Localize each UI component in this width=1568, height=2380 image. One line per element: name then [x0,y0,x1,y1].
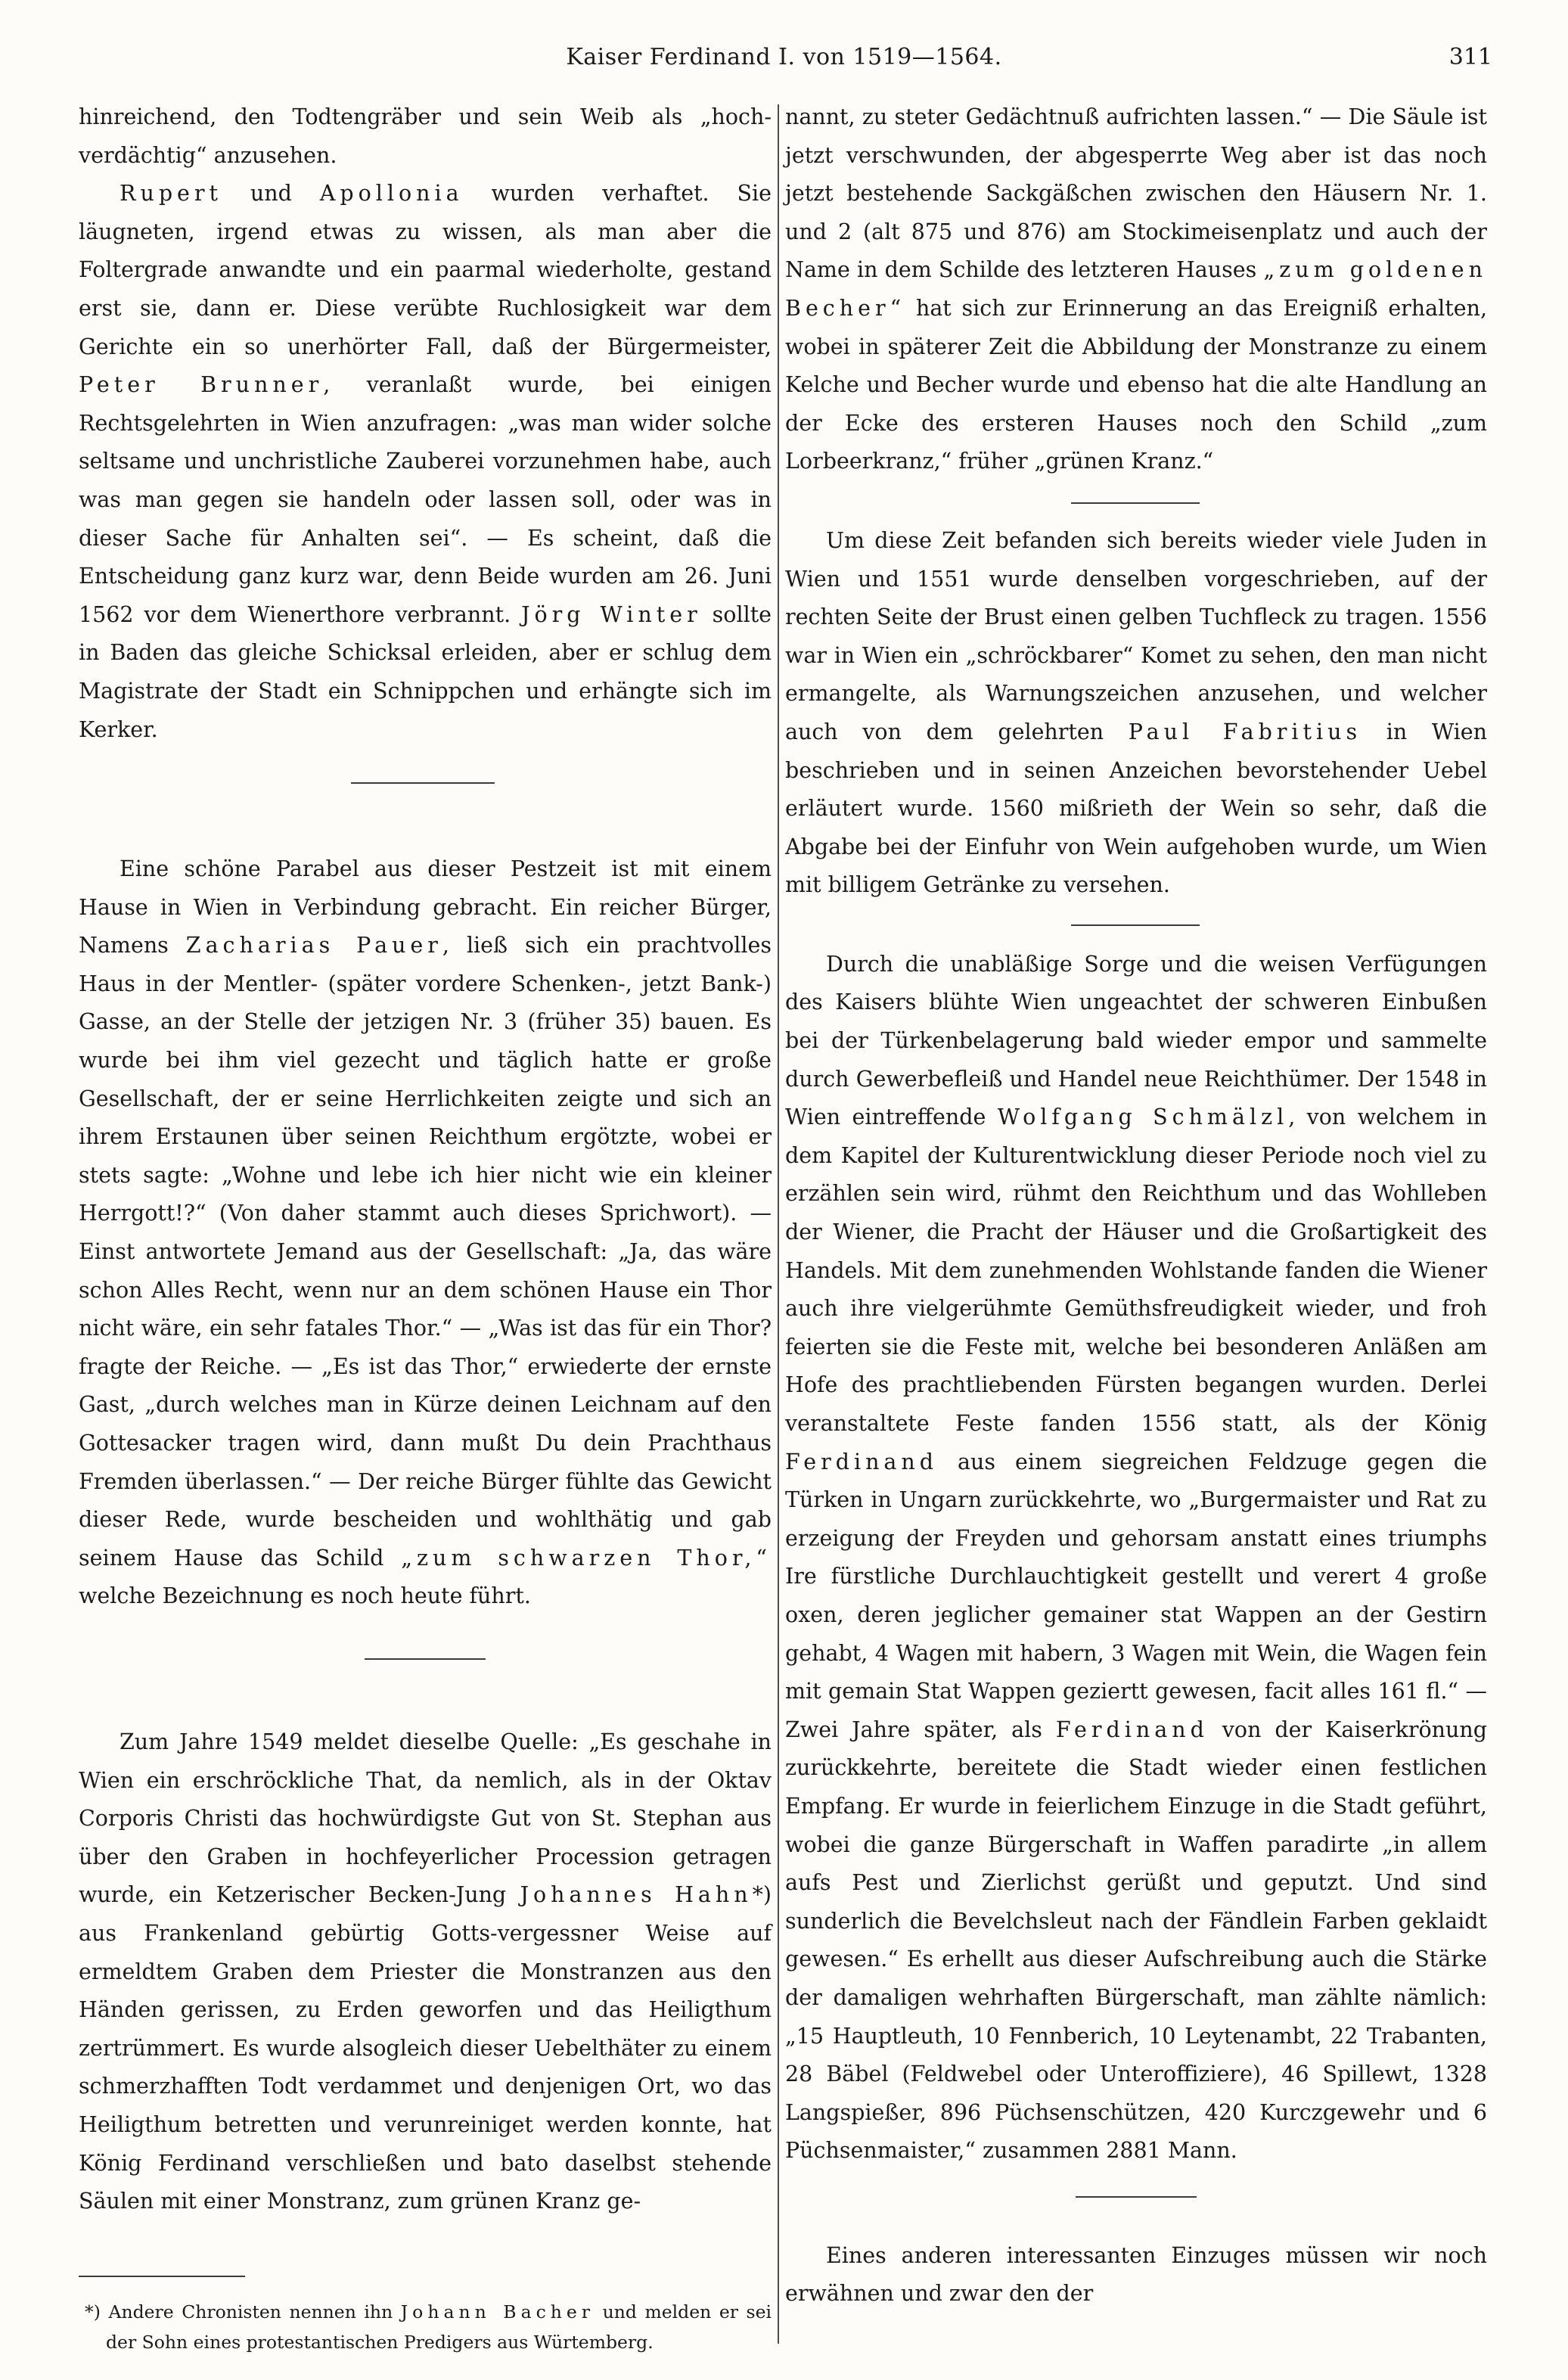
section-divider [351,782,495,784]
footnote [79,2297,772,2357]
person-name: Paul Fabritius [1128,719,1362,744]
text-run: *) Andere Chronisten nennen ihn [85,2301,401,2323]
person-name: Peter Brunner [79,372,324,398]
paragraph [79,1723,772,2221]
text-run: wurden verhaftet. Sie läugneten, irgend etwas zu wissen, als man aber die Foltergrade anwandte und ein paarmal wiederholte, gestand erst sie, dann er. Diese verübte Ruchlosigkeit war dem Gerichte ein so unerhörter Fall, daß der Bürgermeister, [79,181,772,359]
person-name: Johann Bacher [400,2301,595,2323]
column-rule [778,104,779,2344]
text-run: von der Kaiserkrönung zurückkehrte, bereitete die Stadt wieder einen festlichen Empfang. Er wurde in feierlichem Einzuge in die Stadt geführt, wobei die ganze Bürgerschaft in Waffen paradirte „in allem aufs Pest und Zierlichst gerüßt und geputzt. Und sind sunderlich die Bevelchsleut nach der Fändlein Farben geklaidt gewesen.“ Es erhellt aus dieser Aufschreibung auch die Stärke der damaligen wehrhaften Bürgerschaft, man zählte nämlich: „15 Hauptleuth, 10 Fennberich, 10 Leytenambt, 22 Trabanten, 28 Bäbel (Feldwebel oder Unteroffiziere), 46 Spillewt, 1328 Langspießer, 896 Püchsenschützen, 420 Kurczgewehr und 6 Püchsenmaister,“ zusammen 2881 Mann. [785,1717,1487,2164]
text-run: aus einem siegreichen Feldzuge gegen die Türken in Ungarn zurückkehrte, wo „Burgermaister und Rat zu erzeigung der Freyden und gehorsam anstatt eines triumphs Ire fürstliche Durchlauchtigkeit gestellt und verert 4 große oxen, deren jeglicher gemainer stat Wappen an der Gestirn gehabt, 4 Wagen mit habern, 3 Wagen mit Wein, die Wagen fein mit gemain Stat Wappen geziertt gewesen, facit alles 161 fl.“ — Zwei Jahre später, als [785,1449,1487,1742]
paragraph [785,946,1487,2170]
running-title: Kaiser Ferdinand I. von 1519—1564. [566,44,1002,70]
person-name: Ferdinand [1055,1717,1209,1742]
text-run: , ließ sich ein prachtvolles Haus in der Mentler- (später vordere Schenken-, jetzt Bank-) Gasse, an der Stelle der jetzigen Nr. 3 (früher 35) bauen. Es wurde bei ihm viel gezecht und täglich hatte er große Gesellschaft, der er seine Herrlichkeiten zeigte und sich an ihrem Erstaunen über seinen Reichthum ergötzte, wobei er stets sagte: „Wohne und lebe ich hier nicht wie ein kleiner Herrgott!?“ (Von daher stammt auch dieses Sprichwort). — Einst antwortete Jemand aus der Gesellschaft: „Ja, das wäre schon Alles Recht, wenn nur an dem schönen Hause ein Thor nicht wäre, ein sehr fatales Thor.“ — „Was ist das für ein Thor? fragte der Reiche. — „Es ist das Thor,“ erwiederte der ernste Gast, „durch welches man in Kürze deinen Leichnam auf den Gottesacker tragen wird, dann mußt Du dein Prachthaus Fremden überlassen.“ — Der reiche Bürger fühlte das Gewicht dieser Rede, wurde bescheiden und wohlthätig und gab seinem Hause das Schild [79,933,772,1571]
section-divider [1071,502,1200,504]
text-run: , veranlaßt wurde, bei einigen Rechtsgelehrten in Wien anzufragen: „was man wider solche seltsame und unchristliche Zauberei vorzunehmen habe, auch was man gegen sie handeln oder lassen soll, oder was in dieser Sache für Anhalten sei“. — Es scheint, daß die Entscheidung ganz kurz war, denn Beide wurden am 26. Juni 1562 vor dem Wienerthore verbrannt. [79,372,772,627]
text-run: *) aus Frankenland gebürtig Gotts-vergessner Weise auf ermeldtem Graben dem Priester die Monstranzen aus den Händen gerissen, zu Erden geworfen und das Heiligthum zertrümmert. Es wurde alsogleich dieser Uebelthäter zu einem schmerzhafften Todt verdammet und denjenigen Ort, wo das Heiligthum betretten und verunreiniget werden konnte, hat König Ferdinand verschließen und bato daselbst stehende Säulen mit einer Monstranz, zum grünen Kranz ge- [79,1882,772,2214]
person-name: Zacharias Pauer [185,933,442,959]
running-head [0,44,1568,82]
paragraph [79,850,772,1616]
text-run: Um diese Zeit befanden sich bereits wieder viele Juden in Wien und 1551 wurde denselben vorgeschrieben, auf der rechten Seite der Brust einen gelben Tuchfleck zu tragen. 1556 war in Wien ein „schröckbarer“ Komet zu sehen, den man nicht ermangelte, als Warnungszeichen anzusehen, und welcher auch von dem gelehrten [785,527,1487,744]
text-run: Zum Jahre 1549 meldet dieselbe Quelle: „Es geschahe in Wien ein erschröckliche That, da nemlich, als in der Oktav Corporis Christi das hochwürdigste Gut von St. Stephan aus über den Graben in hochfeyerlicher Procession getragen wurde, ein Ketzerischer Becken-Jung [79,1729,772,1908]
right-column [785,98,1487,2313]
paragraph: hinreichend, den Todtengräber und sein Weib als „hoch-verdächtig“ anzusehen. [79,104,772,168]
text-run: , von welchem in dem Kapitel der Kulturentwicklung dieser Periode noch viel zu erzählen sein wird, rühmt den Reichthum und das Wohlleben der Wiener, die Pracht der Häuser und die Großartigkeit des Handels. Mit dem zunehmenden Wohlstande fanden die Wiener auch ihre vielgerühmte Gemüthsfreudigkeit wieder, und froh feierten sie die Feste mit, welche bei besonderen Anläßen am Hofe des prachtliebenden Fürsten begangen wurden. Derlei veranstaltete Feste fanden 1556 statt, als der König [785,1105,1488,1436]
house-sign-name: „zum goldenen Becher“ [785,257,1487,321]
text-run: hat sich zur Erinnerung an das Ereigniß erhalten, wobei in späterer Zeit die Abbildung der Monstranze zu einem Kelche und Becher wurde und ebenso hat die alte Handlung an der Ecke des ersteren Hauses noch den Schild „zum Lorbeerkranz,“ früher „grünen Kranz.“ [785,295,1487,474]
paragraph [785,522,1487,905]
footnote-rule [79,2276,245,2277]
section-divider [1071,924,1200,926]
person-name: Apollonia [319,181,464,207]
text-run: und melden er sei der Sohn eines protestantischen Predigers aus Würtemberg. [106,2301,772,2353]
text-run: welche Bezeichnung es noch heute führt. [79,1583,531,1609]
person-name: Rupert [120,181,223,207]
person-name: Johannes Hahn [520,1882,753,1908]
text-run: in Wien beschrieben und in seinen Anzeichen bevorstehender Uebel erläutert wurde. 1560 mißrieth der Wein so sehr, daß die Abgabe bei der Einfuhr von Wein aufgehoben wurde, um Wien mit billigem Getränke zu versehen. [785,719,1487,898]
text-run: sollte in Baden das gleiche Schicksal erleiden, aber er schlug dem Magistrate der Stadt ein Schnippchen und erhängte sich im Kerker. [79,601,772,742]
paragraph: Eines anderen interessanten Einzuges müssen wir noch erwähnen und zwar den der [785,2242,1487,2307]
person-name: Wolfgang Schmälzl [997,1105,1289,1130]
paragraph [79,175,772,749]
paragraph [785,98,1487,481]
text-run: Durch die unabläßige Sorge und die weisen Verfügungen des Kaisers blühte Wien ungeachtet der schweren Einbußen bei der Türkenbelagerung bald wieder empor und sammelte durch Gewerbefleiß und Handel neue Reichthümer. Der 1548 in Wien eintreffende [785,951,1487,1130]
page-number: 311 [1448,44,1492,70]
text-run: Eine schöne Parabel aus dieser Pestzeit ist mit einem Hause in Wien in Verbindung gebracht. Ein reicher Bürger, Namens [79,856,772,959]
section-divider [365,1658,486,1660]
text-run: nannt, zu steter Gedächtnuß aufrichten lassen.“ — Die Säule ist jetzt verschwunden, der abgesperrte Weg aber ist das noch jetzt bestehende Sackgäßchen zwischen den Häusern Nr. 1. und 2 (alt 875 und 876) am Stockimeisenplatz und auch der Name in dem Schilde des letzteren Hauses [785,104,1487,283]
person-name: Ferdinand [785,1449,939,1474]
person-name: Jörg Winter [521,601,702,627]
text-run: und [222,181,320,207]
left-column [79,98,772,2357]
section-divider [1076,2196,1197,2198]
house-sign-name: „zum schwarzen Thor,“ [401,1545,772,1571]
